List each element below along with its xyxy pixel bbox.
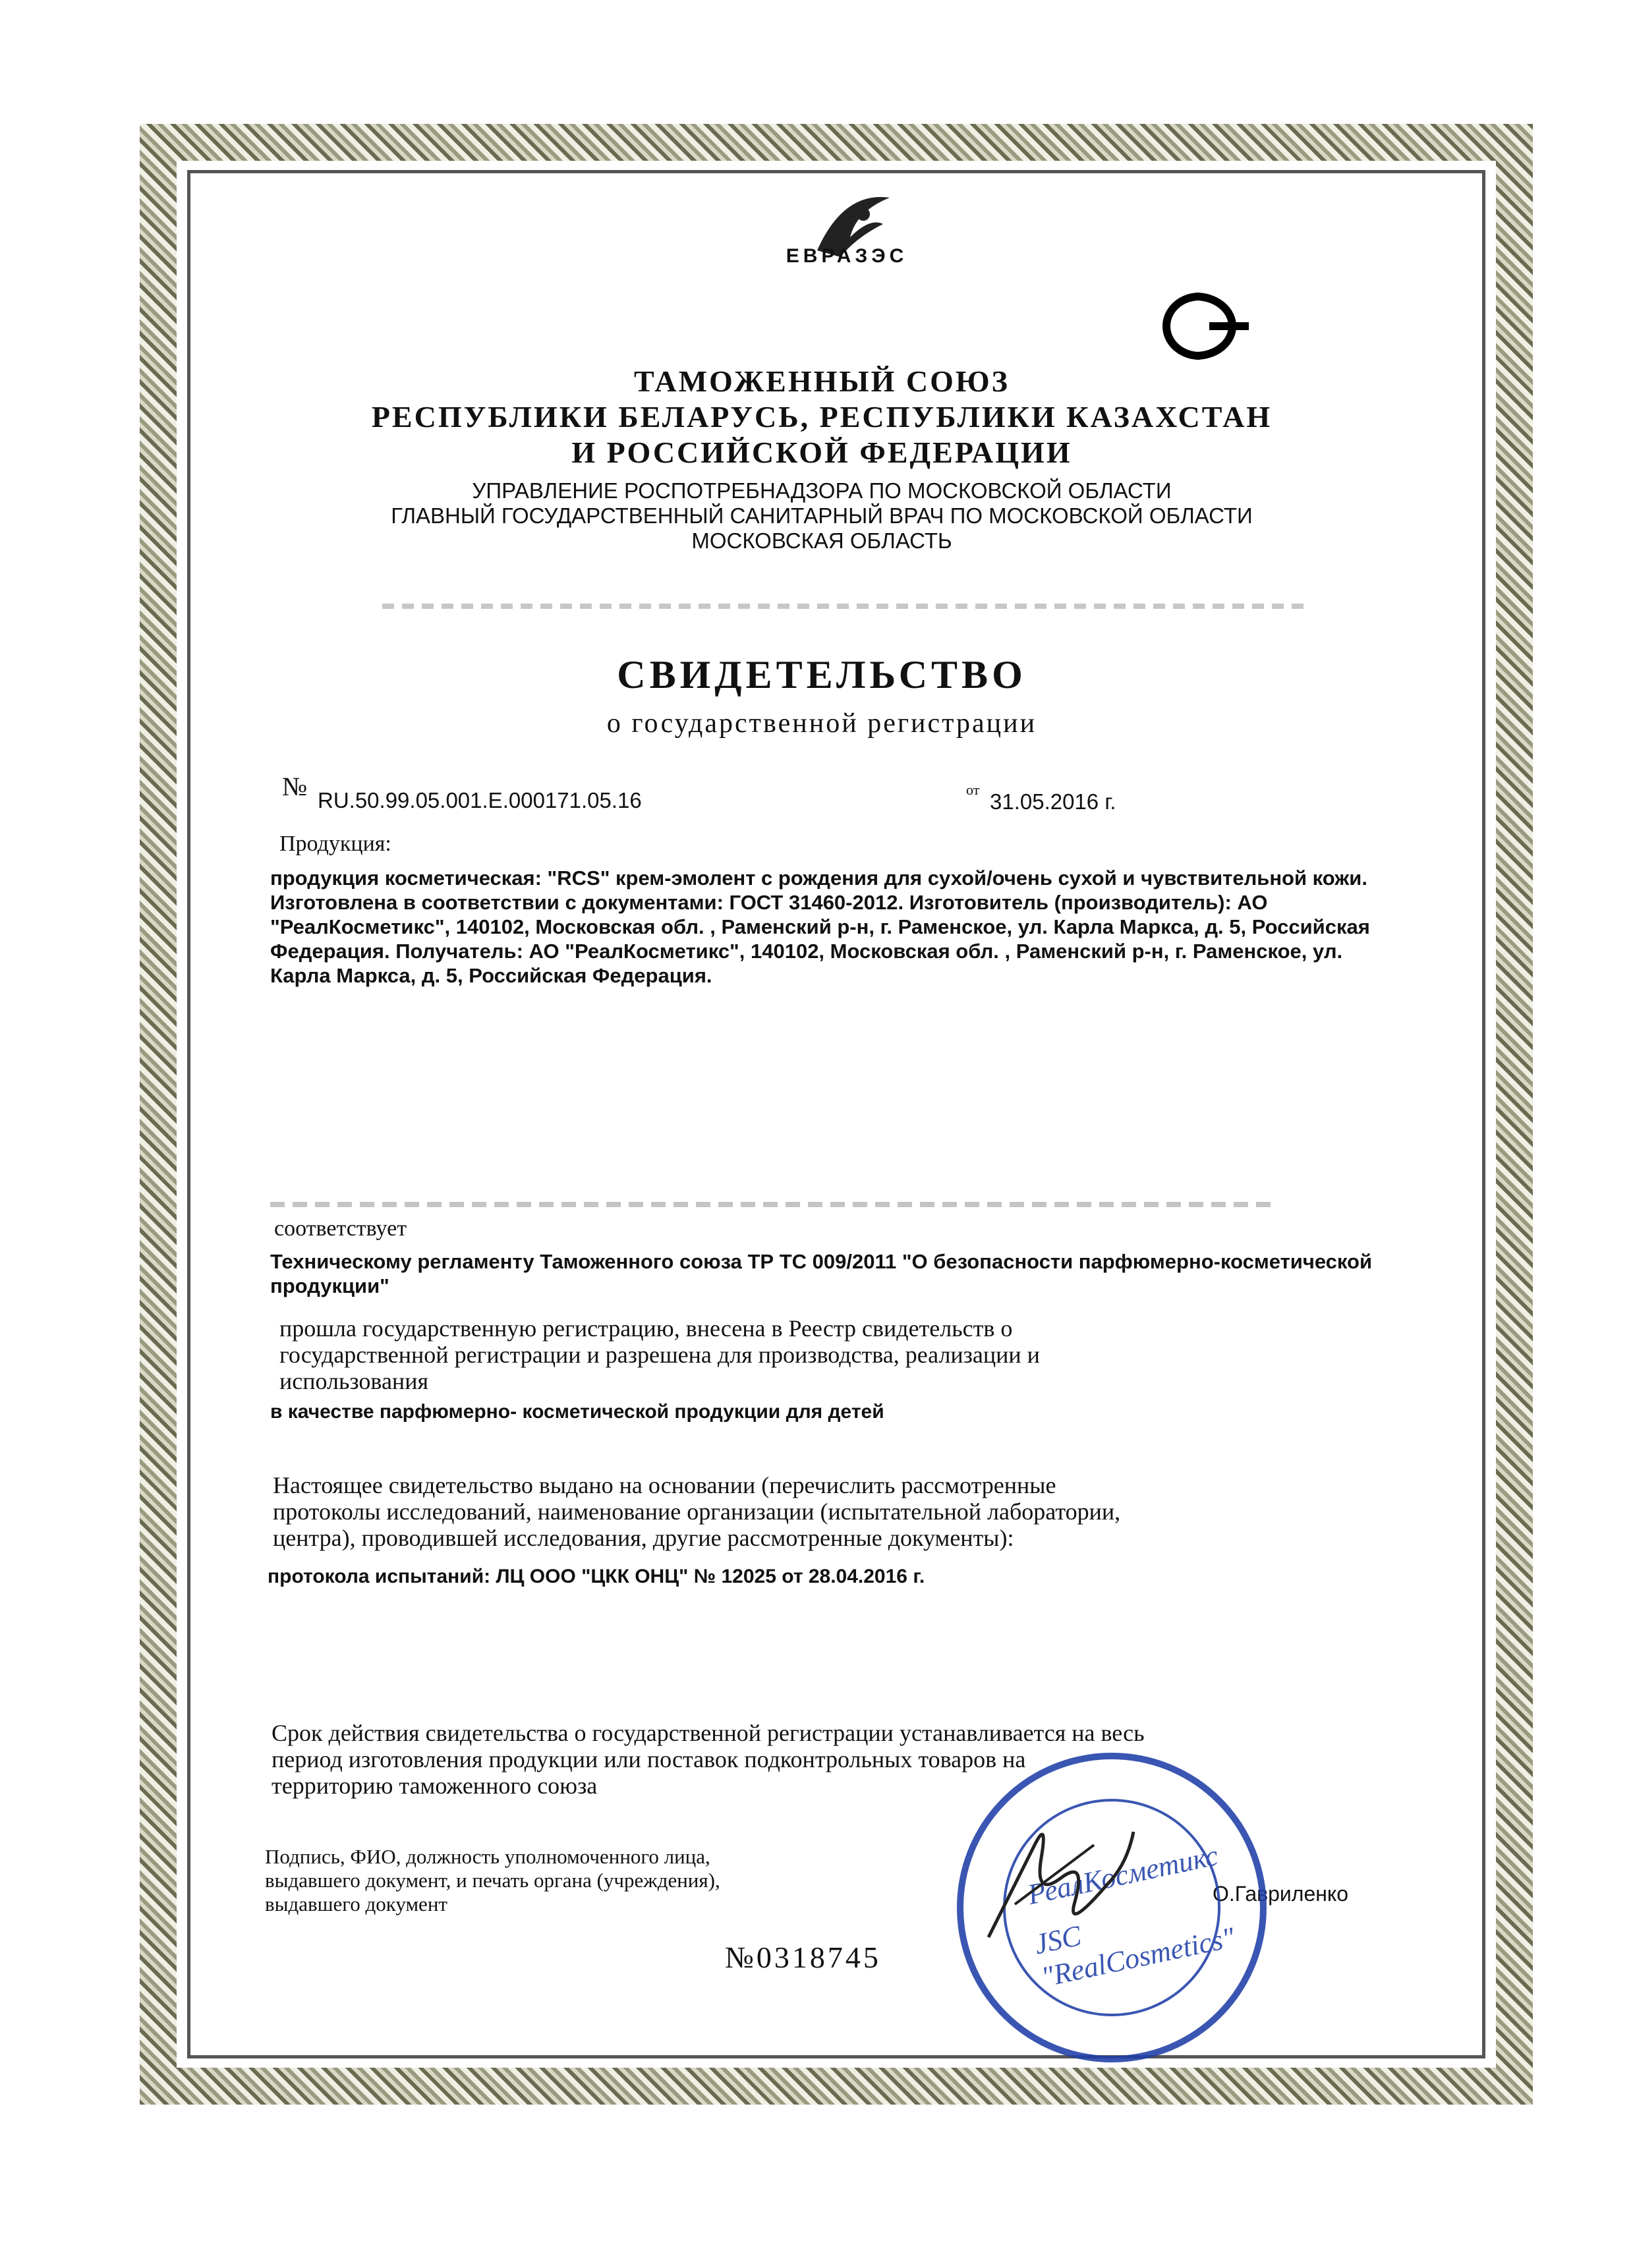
validity-line-3: территорию таможенного союза — [272, 1772, 598, 1799]
agency-line-3: МОСКОВСКАЯ ОБЛАСТЬ — [691, 528, 952, 553]
signatory-name: О.Гавриленко — [1213, 1882, 1349, 1906]
union-title-line-3: И РОССИЙСКОЙ ФЕДЕРАЦИИ — [571, 436, 1072, 469]
registry-line-1: прошла государственную регистрацию, внесена в Реестр свидетельств о — [279, 1315, 1013, 1342]
signature-label-line-3: выдавшего документ — [265, 1892, 447, 1915]
basis-line-1: Настоящее свидетельство выдано на основании (перечислить рассмотренные — [273, 1472, 1056, 1498]
signature-label-line-2: выдавшего документ, и печать органа (учреждения), — [265, 1869, 720, 1892]
product-line-2: Изготовлена в соответствии с документами: ГОСТ 31460-2012. Изготовитель (производитель): АО — [270, 891, 1268, 914]
product-label: Продукция: — [279, 832, 391, 856]
conformity-line-1: Техническому регламенту Таможенного союза ТР ТС 009/2011 "О безопасности парфюмерно-косметической — [270, 1250, 1373, 1273]
registry-line-2: государственной регистрации и разрешена для производства, реализации и — [279, 1342, 1040, 1368]
registry-line-3: использования — [279, 1368, 429, 1394]
document-title: СВИДЕТЕЛЬСТВО — [617, 653, 1027, 696]
faded-caption-line-2 — [270, 1202, 1272, 1207]
product-line-3: "РеалКосметикс", 140102, Московская обл. , Раменский р-н, г. Раменское, ул. Карла Маркса, д. 5, Российская — [270, 915, 1370, 938]
registration-number: RU.50.99.05.001.E.000171.05.16 — [318, 788, 642, 812]
date-prefix: от — [966, 781, 980, 798]
document-subtitle: о государственной регистрации — [606, 708, 1037, 739]
conformity-line-2: продукции" — [270, 1274, 389, 1297]
stamp-text-2: JSC "RealCosmetics" — [1031, 1919, 1238, 1994]
basis-line-3: центра), проводившей исследования, другие рассмотренные документы): — [273, 1525, 1014, 1551]
handwritten-signature-icon — [975, 1805, 1147, 1950]
conformity-label: соответствует — [274, 1216, 407, 1241]
union-title-line-2: РЕСПУБЛИКИ БЕЛАРУСЬ, РЕСПУБЛИКИ КАЗАХСТАН — [371, 400, 1273, 434]
product-line-4: Федерация. Получатель: АО "РеалКосметикс", 140102, Московская обл. , Раменский р-н, г. Раменское, ул. — [270, 940, 1343, 963]
emblem-label: ЕВРАЗЭС — [786, 245, 908, 267]
stamp-text-1: РеалКосметикс — [1025, 1839, 1221, 1911]
usage-purpose: в качестве парфюмерно- косметической продукции для детей — [270, 1401, 884, 1423]
faded-caption-line — [382, 604, 1305, 609]
registration-date: 31.05.2016 г. — [990, 789, 1116, 814]
agency-line-1: УПРАВЛЕНИЕ РОСПОТРЕБНАДЗОРА ПО МОСКОВСКОЙ ОБЛАСТИ — [472, 478, 1172, 503]
validity-line-1: Срок действия свидетельства о государственной регистрации устанавливается на весь — [272, 1720, 1145, 1746]
product-line-5: Карла Маркса, д. 5, Российская Федерация. — [270, 964, 712, 987]
blank-number: №0318745 — [725, 1941, 881, 1974]
union-title-line-1: ТАМОЖЕННЫЙ СОЮЗ — [634, 364, 1010, 398]
number-sign: № — [282, 772, 308, 801]
eurasec-emblem-icon — [778, 178, 916, 283]
signature-label-line-1: Подпись, ФИО, должность уполномоченного лица, — [265, 1845, 710, 1868]
basis-line-2: протоколы исследований, наименование организации (испытательной лаборатории, — [273, 1498, 1121, 1525]
test-protocol: протокола испытаний: ЛЦ ООО "ЦКК ОНЦ" № 12025 от 28.04.2016 г. — [268, 1566, 925, 1587]
validity-line-2: период изготовления продукции или поставок подконтрольных товаров на — [272, 1746, 1026, 1772]
product-line-1: продукция косметическая: "RCS" крем-эмолент с рождения для сухой/очень сухой и чувствительной кожи. — [270, 866, 1367, 890]
sanitary-mark-icon — [1140, 277, 1272, 376]
agency-line-2: ГЛАВНЫЙ ГОСУДАРСТВЕННЫЙ САНИТАРНЫЙ ВРАЧ ПО МОСКОВСКОЙ ОБЛАСТИ — [391, 503, 1253, 528]
